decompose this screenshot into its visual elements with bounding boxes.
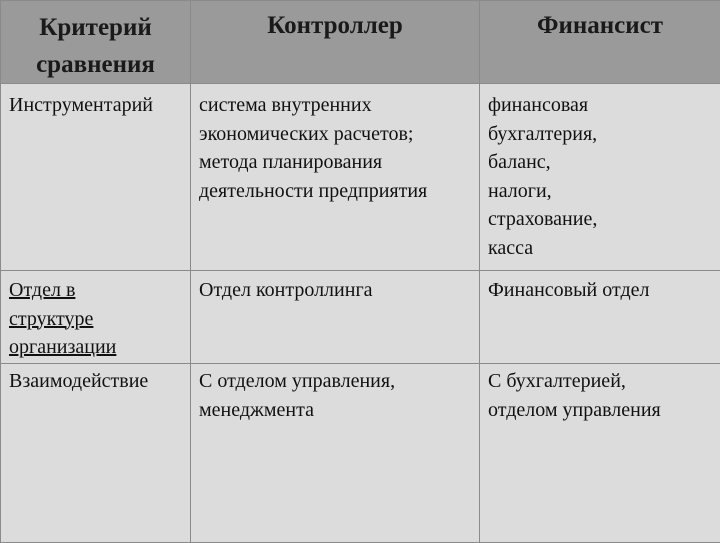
- header-controller-label: Контроллер: [191, 10, 479, 42]
- header-row: [1, 1, 720, 84]
- cell-financier: [480, 364, 720, 543]
- cell-criterion: [1, 271, 191, 364]
- cell-financier: [480, 271, 720, 364]
- financier-text-line: бухгалтерия,: [488, 120, 720, 149]
- cell-financier: [480, 84, 720, 271]
- header-financier: [480, 1, 720, 84]
- criterion-text-line: организации: [9, 333, 190, 362]
- financier-text-line: страхование,: [488, 205, 720, 234]
- controller-text-line: метода планирования: [199, 148, 479, 177]
- table-row: [1, 271, 720, 364]
- financier-text-line: касса: [488, 234, 720, 263]
- cell-criterion: [1, 84, 191, 271]
- controller-text-line: деятельности предприятия: [199, 177, 479, 206]
- financier-text-line: С бухгалтерией,: [488, 367, 720, 396]
- header-controller: [191, 1, 480, 84]
- header-financier-label: Финансист: [480, 10, 720, 42]
- criterion-text-line: структуре: [9, 305, 190, 334]
- controller-text: Отдел контроллинга: [199, 276, 479, 305]
- cell-controller: [191, 84, 480, 271]
- header-criterion-line: Критерий: [1, 9, 190, 46]
- controller-text-line: С отделом управления,: [199, 367, 479, 396]
- financier-text-line: баланс,: [488, 148, 720, 177]
- controller-text-line: система внутренних: [199, 91, 479, 120]
- controller-text-line: менеджмента: [199, 396, 479, 425]
- controller-text-line: экономических расчетов;: [199, 120, 479, 149]
- criterion-text: Взаимодействие: [9, 367, 190, 396]
- criterion-text-line: Отдел в: [9, 276, 190, 305]
- financier-text-line: финансовая: [488, 91, 720, 120]
- criterion-text: Инструментарий: [9, 91, 190, 120]
- header-criterion-line: сравнения: [1, 46, 190, 83]
- header-criterion: [1, 1, 191, 84]
- cell-criterion: [1, 364, 191, 543]
- cell-controller: [191, 364, 480, 543]
- financier-text-line: налоги,: [488, 177, 720, 206]
- financier-text: Финансовый отдел: [488, 276, 720, 305]
- table-row: [1, 364, 720, 543]
- financier-text-line: отделом управления: [488, 396, 720, 425]
- cell-controller: [191, 271, 480, 364]
- table-row: [1, 84, 720, 271]
